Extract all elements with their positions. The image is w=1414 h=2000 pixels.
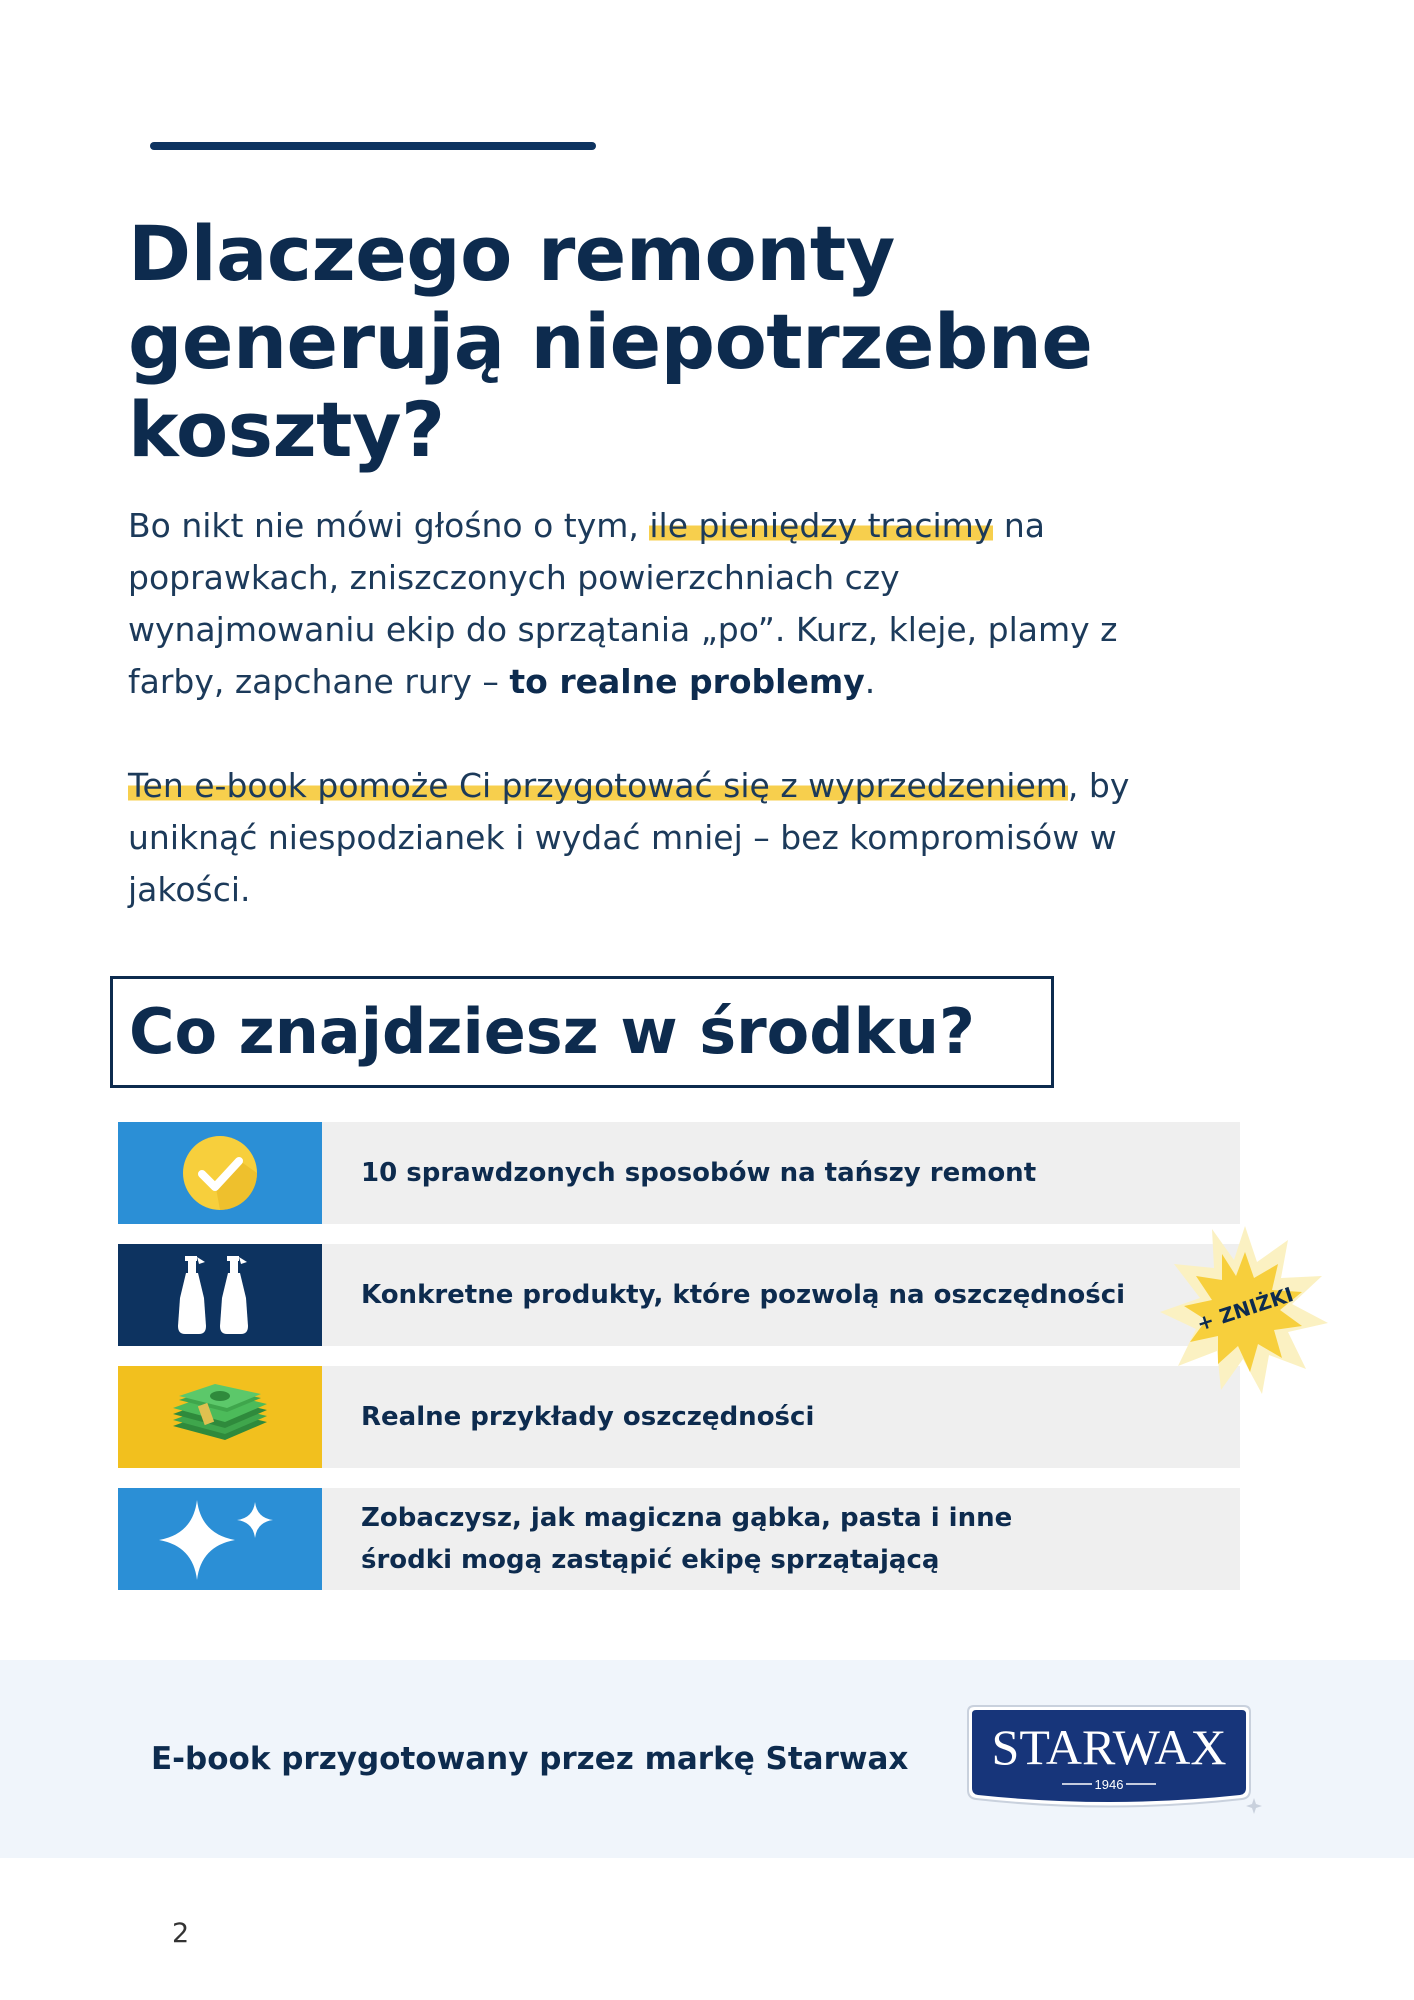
intro-line: poprawkach, zniszczonych powierzchniach czy xyxy=(128,558,900,597)
discount-badge xyxy=(1160,1224,1330,1394)
logo-wordmark: STARWAX xyxy=(991,1719,1227,1775)
intro-text: na xyxy=(993,506,1045,545)
feature-line: Zobaczysz, jak magiczna gąbka, pasta i inne xyxy=(361,1503,1013,1533)
spray-bottles-icon xyxy=(175,1254,265,1336)
feature-line: Konkretne produkty, które pozwolą na oszczędności xyxy=(361,1280,1126,1310)
feature-icon-tile xyxy=(118,1366,322,1468)
feature-icon-tile xyxy=(118,1488,322,1590)
ebook-paragraph xyxy=(128,760,1238,916)
feature-text xyxy=(361,1366,1221,1468)
title-line: koszty? xyxy=(128,385,445,474)
top-accent-rule xyxy=(150,142,596,150)
feature-line: Realne przykłady oszczędności xyxy=(361,1402,815,1432)
page-number: 2 xyxy=(172,1918,190,1949)
starwax-logo-graphic xyxy=(962,1702,1262,1820)
highlighted-text: ile pieniędzy tracimy xyxy=(649,506,994,545)
feature-line: 10 sprawdzonych sposobów na tańszy remont xyxy=(361,1158,1037,1188)
feature-row xyxy=(118,1244,1240,1346)
ebook-text: , by xyxy=(1067,766,1130,805)
intro-text: . xyxy=(864,662,876,701)
intro-line: wynajmowaniu ekip do sprzątania „po”. Kurz, kleje, plamy z xyxy=(128,610,1118,649)
sparkles-icon xyxy=(155,1494,285,1584)
ebook-line xyxy=(128,760,1238,812)
ebook-line: jakości. xyxy=(128,870,251,909)
intro-text: farby, zapchane rury – xyxy=(128,662,510,701)
page-title xyxy=(128,210,1278,474)
checkmark-icon xyxy=(180,1133,260,1213)
starwax-logo xyxy=(962,1702,1262,1820)
intro-line xyxy=(128,656,1238,708)
badge-text: + ZNIŻKI xyxy=(1193,1282,1297,1336)
intro-text: Bo nikt nie mówi głośno o tym, xyxy=(128,506,650,545)
feature-text xyxy=(361,1122,1221,1224)
feature-text xyxy=(361,1244,1221,1346)
highlighted-text: Ten e-book pomoże Ci przygotować się z wyprzedzeniem xyxy=(128,766,1068,805)
feature-row xyxy=(118,1488,1240,1590)
feature-line: środki mogą zastąpić ekipę sprzątającą xyxy=(361,1545,940,1575)
section-heading: Co znajdziesz w środku? xyxy=(129,995,975,1068)
feature-text xyxy=(361,1488,1221,1590)
title-line: generują niepotrzebne xyxy=(128,297,1093,386)
ebook-line: uniknąć niespodzianek i wydać mniej – bez kompromisów w xyxy=(128,818,1117,857)
feature-icon-tile xyxy=(118,1122,322,1224)
bold-text: to realne problemy xyxy=(509,662,865,701)
intro-paragraph xyxy=(128,500,1238,708)
feature-row xyxy=(118,1122,1240,1224)
intro-line xyxy=(128,500,1238,552)
title-line: Dlaczego remonty xyxy=(128,209,895,298)
section-heading-box xyxy=(110,976,1054,1088)
money-stack-icon xyxy=(165,1382,275,1452)
logo-year: 1946 xyxy=(1094,1777,1124,1792)
footer-text: E-book przygotowany przez markę Starwax xyxy=(151,1741,909,1777)
feature-icon-tile xyxy=(118,1244,322,1346)
feature-row xyxy=(118,1366,1240,1468)
